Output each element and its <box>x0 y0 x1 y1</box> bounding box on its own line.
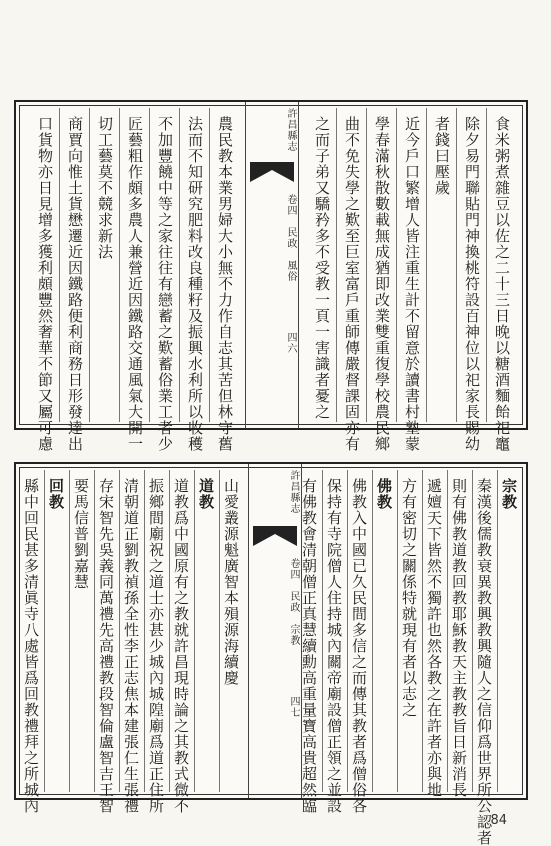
top-page <box>14 100 528 452</box>
top-left-half <box>22 108 242 452</box>
text-column: 秦漢後儒教衰異教興教興隨人之信仰爲世界所公認者 <box>475 478 493 846</box>
text-column: 則有佛教道教回教耶穌教天主教教旨日新消長 <box>450 478 468 798</box>
text-column: 有佛教會清朝僧正真慧續勳高重量寶高貴超然臨 <box>300 478 318 814</box>
text-column: 振鄉間廟祝之道士亦甚少城內城隍廟爲道正住所 <box>147 478 165 814</box>
text-column: 口貨物亦日見增多獲利頗豐然奢華不節又屬可慮 <box>36 116 54 452</box>
top-right-half <box>299 108 519 452</box>
text-column: 近今戶口繁增人皆注重生計不留意於讀書村塾蒙 <box>403 116 421 452</box>
text-column: 縣中回民甚多清眞寺八處皆爲回教禮拜之所城內 <box>22 478 40 814</box>
bottom-left-half <box>20 470 246 814</box>
text-column: 道教爲中國原有之教就許昌現時論之其教式微不 <box>172 478 190 814</box>
center-header: 許昌縣志 <box>288 470 299 514</box>
text-column: 學春滿秋散數載無成猶即改業雙重復學校農民鄉 <box>373 116 391 452</box>
text-column: 方有密切之關係特就現有者以志之 <box>400 478 418 718</box>
text-column: 保持有寺院僧人住持城內關帝廟設僧正領之並設 <box>325 478 343 814</box>
text-column: 存宋智先吳義同萬禮先高禮教段智倫盧智吉王智 <box>97 478 115 814</box>
text-column: 佛教入中國已久民間多信之而傳其教者爲僧俗各 <box>350 478 368 814</box>
center-page-num: 四六 <box>285 332 296 354</box>
text-column: 清朝道正劉教禎孫全性李正志焦本建張仁生張禮 <box>122 478 140 814</box>
fish-tail-icon <box>253 526 297 546</box>
text-column: 除夕易門聯貼門神換桃符設百神位以祀家長賜幼 <box>463 116 481 452</box>
section-heading-religion: 宗教 <box>500 478 518 510</box>
center-section: 卷四 民政 宗教 <box>288 558 299 646</box>
center-page-num: 四七 <box>288 696 299 718</box>
page-number: 84 <box>490 813 507 828</box>
text-column: 曲不免失學之歎至巨室富戶重師傳嚴督課固亦有 <box>343 116 361 452</box>
center-fold <box>245 102 299 428</box>
text-column: 不加豐饒中等之家往往有戀蓄之歎蓄俗業工者少 <box>156 116 174 452</box>
text-column: 山愛叢源魁廣智本殞源海續慶 <box>222 478 240 686</box>
text-column: 遞嬗天下皆然不獨許也然各教之在許者亦與地 <box>425 478 443 798</box>
center-section: 卷四 民政 風俗 <box>285 194 296 282</box>
text-column: 食米粥煮雜豆以佐之二十三日晚以糖酒麵飴祀竈 <box>493 116 511 452</box>
text-column: 切工藝莫不競求新法 <box>96 116 114 260</box>
fish-tail-icon <box>250 162 294 182</box>
text-column: 之而子弟又驕矜多不受教一頁一害識者憂之 <box>313 116 331 420</box>
text-column: 商賈向惟土貨懋遷近因鐵路便利商務日形發達出 <box>66 116 84 452</box>
text-column: 者錢曰壓歲 <box>433 116 451 196</box>
text-column: 法而不知研究肥料改良種籽及振興水利所以收穫 <box>186 116 204 452</box>
section-heading-buddhism: 佛教 <box>375 478 393 510</box>
text-column: 要馬信普劉嘉慧 <box>72 478 90 590</box>
center-fold <box>248 464 302 798</box>
text-column: 農民教本業男婦大小無不力作自志其苦但林守舊 <box>216 116 234 452</box>
text-column: 匠藝粗作頗多農人兼營近因鐵路交通風氣大開一 <box>126 116 144 452</box>
section-heading-islam: 回教 <box>47 478 65 510</box>
section-heading-daoism: 道教 <box>197 478 215 510</box>
center-header: 許昌縣志 <box>285 108 296 152</box>
